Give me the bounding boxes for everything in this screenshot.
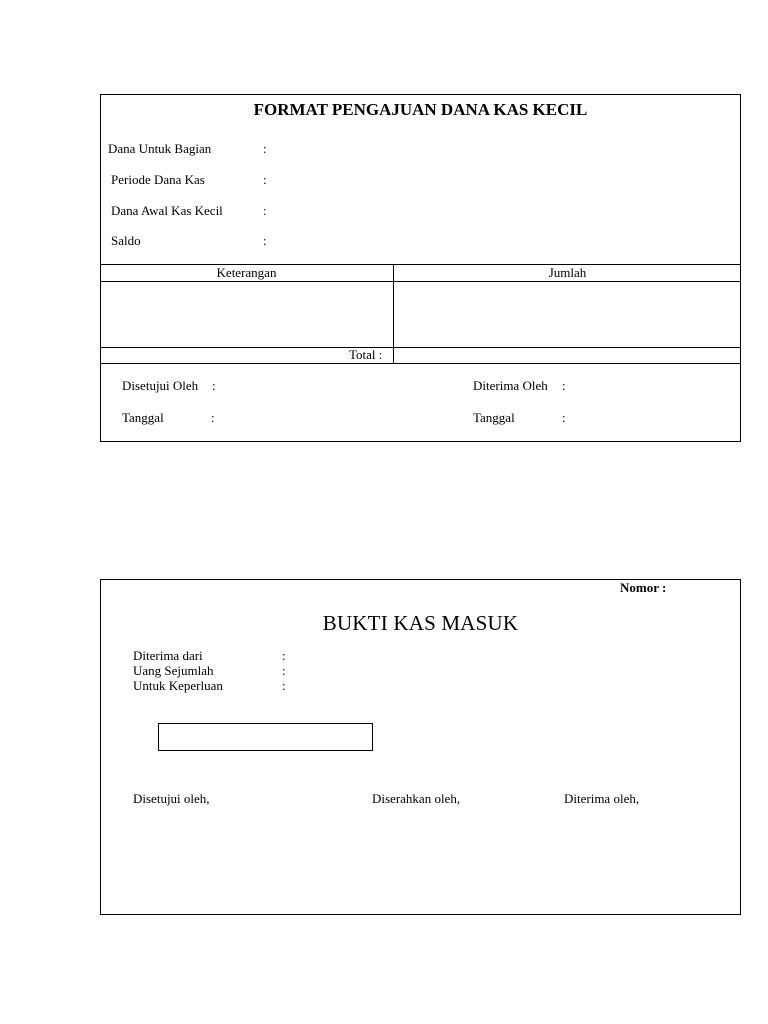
field-colon-untuk-keperluan: : (282, 678, 286, 693)
signature-received: Diterima oleh, (564, 791, 640, 806)
approved-by-colon: : (212, 378, 216, 393)
field-label-diterima-dari: Diterima dari (133, 648, 203, 663)
field-colon-dana-awal-kas-kecil: : (263, 203, 267, 218)
field-label-saldo: Saldo (111, 233, 141, 248)
column-header-jumlah: Jumlah (548, 265, 587, 280)
field-label-untuk-keperluan: Untuk Keperluan (133, 678, 223, 693)
approved-by-label: Disetujui Oleh (122, 378, 199, 393)
field-colon-saldo: : (263, 233, 267, 248)
table-bottom-line (100, 363, 741, 364)
field-colon-uang-sejumlah: : (282, 663, 286, 678)
table-header-line (100, 281, 741, 282)
amount-box[interactable] (158, 723, 373, 751)
total-label: Total : (349, 347, 383, 362)
field-label-periode-dana-kas: Periode Dana Kas (111, 172, 205, 187)
field-label-uang-sejumlah: Uang Sejumlah (133, 663, 214, 678)
field-colon-diterima-dari: : (282, 648, 286, 663)
signature-handed: Diserahkan oleh, (372, 791, 461, 806)
signature-approved: Disetujui oleh, (133, 791, 210, 806)
field-label-dana-untuk-bagian: Dana Untuk Bagian (108, 141, 212, 156)
table-total-line (100, 347, 741, 348)
form2-title: BUKTI KAS MASUK (322, 611, 519, 635)
approved-date-label: Tanggal (122, 410, 164, 425)
received-by-label: Diterima Oleh (473, 378, 548, 393)
approved-date-colon: : (211, 410, 215, 425)
form1-title: FORMAT PENGAJUAN DANA KAS KECIL (253, 100, 588, 119)
received-date-label: Tanggal (473, 410, 515, 425)
received-by-colon: : (562, 378, 566, 393)
column-header-keterangan: Keterangan (216, 265, 277, 280)
field-label-dana-awal-kas-kecil: Dana Awal Kas Kecil (111, 203, 223, 218)
received-date-colon: : (562, 410, 566, 425)
nomor-label: Nomor : (620, 580, 667, 595)
field-colon-dana-untuk-bagian: : (263, 141, 267, 156)
field-colon-periode-dana-kas: : (263, 172, 267, 187)
